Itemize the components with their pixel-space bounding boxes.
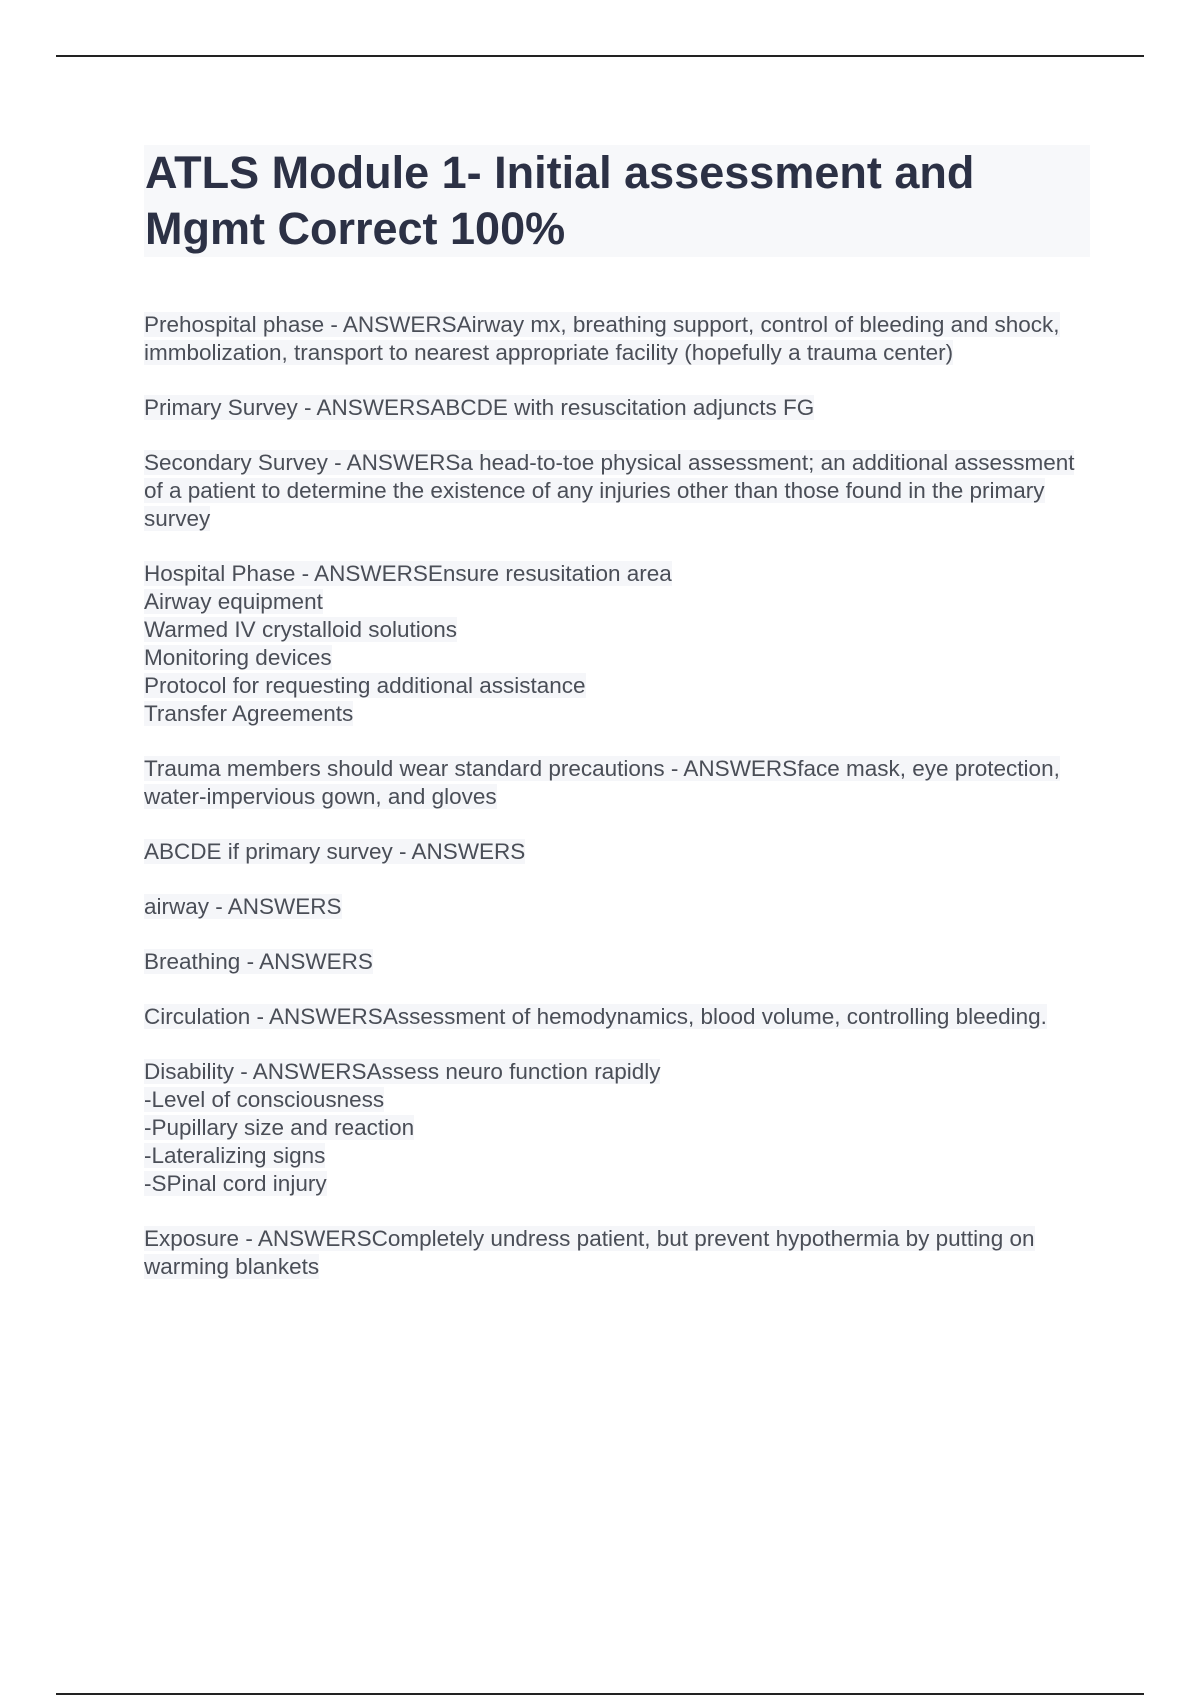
qa-question: Breathing — [144, 949, 241, 974]
qa-entry — [144, 394, 1084, 422]
qa-separator: - ANSWERS — [392, 839, 526, 864]
qa-answer: Airway mx, breathing support, control of bleeding and shock, immbolization, transport to nearest appropriate facility (hopefully a trauma center) — [144, 312, 1060, 365]
qa-separator: - ANSWERS — [240, 949, 373, 974]
qa-separator: - ANSWERS — [664, 756, 798, 781]
qa-question: Prehospital phase — [144, 312, 325, 337]
qa-entry — [144, 560, 1084, 728]
qa-answer-line: Airway equipment — [144, 589, 323, 614]
qa-question: Circulation — [144, 1004, 251, 1029]
qa-separator: - ANSWERS — [239, 1226, 372, 1251]
qa-answer: Assessment of hemodynamics, blood volume, controlling bleeding. — [382, 1004, 1047, 1029]
qa-answer-line: -Pupillary size and reaction — [144, 1115, 415, 1140]
qa-answer-line: -SPinal cord injury — [144, 1171, 327, 1196]
qa-entry — [144, 449, 1084, 533]
qa-question: ABCDE if primary survey — [144, 839, 393, 864]
qa-answer: a head-to-toe physical assessment; an additional assessment of a patient to determine the existence of any injuries other than those found in the primary survey — [144, 450, 1075, 531]
qa-answer: face mask, eye protection, water-impervious gown, and gloves — [144, 756, 1060, 809]
qa-question: Disability — [144, 1059, 235, 1084]
qa-entry — [144, 1058, 1084, 1198]
qa-separator: - ANSWERS — [297, 395, 431, 420]
qa-question: Exposure — [144, 1226, 240, 1251]
top-rule — [56, 55, 1144, 57]
qa-answer-line: Transfer Agreements — [144, 701, 354, 726]
qa-answer: Assess neuro function rapidly — [366, 1059, 661, 1084]
qa-answer-line: -Lateralizing signs — [144, 1143, 326, 1168]
qa-entry — [144, 755, 1084, 811]
qa-entry — [144, 893, 1084, 921]
qa-entry — [144, 1003, 1084, 1031]
qa-separator: - ANSWERS — [327, 450, 461, 475]
qa-answer: Ensure resusitation area — [427, 561, 672, 586]
qa-question: airway — [144, 894, 210, 919]
qa-question: Hospital Phase — [144, 561, 296, 586]
qa-answer-line: Warmed IV crystalloid solutions — [144, 617, 458, 642]
qa-answer-line: Monitoring devices — [144, 645, 332, 670]
page-title: ATLS Module 1- Initial assessment and Mgmt Correct 100% — [145, 147, 975, 254]
qa-separator: - ANSWERS — [209, 894, 342, 919]
qa-answer-line: -Level of consciousness — [144, 1087, 385, 1112]
qa-separator: - ANSWERS — [324, 312, 457, 337]
qa-separator: - ANSWERS — [234, 1059, 367, 1084]
bottom-rule — [56, 1693, 1144, 1695]
qa-separator: - ANSWERS — [295, 561, 428, 586]
qa-list — [144, 311, 1084, 1308]
qa-question: Trauma members should wear standard precautions — [144, 756, 665, 781]
qa-question: Secondary Survey — [144, 450, 328, 475]
qa-answer-line: Protocol for requesting additional assistance — [144, 673, 586, 698]
qa-answer: ABCDE with resuscitation adjuncts FG — [430, 395, 815, 420]
qa-entry — [144, 948, 1084, 976]
qa-entry — [144, 311, 1084, 367]
qa-entry — [144, 838, 1084, 866]
qa-separator: - ANSWERS — [250, 1004, 383, 1029]
qa-question: Primary Survey — [144, 395, 298, 420]
title-block — [144, 145, 1090, 257]
qa-answer: Completely undress patient, but prevent hypothermia by putting on warming blankets — [144, 1226, 1035, 1279]
qa-entry — [144, 1225, 1084, 1281]
